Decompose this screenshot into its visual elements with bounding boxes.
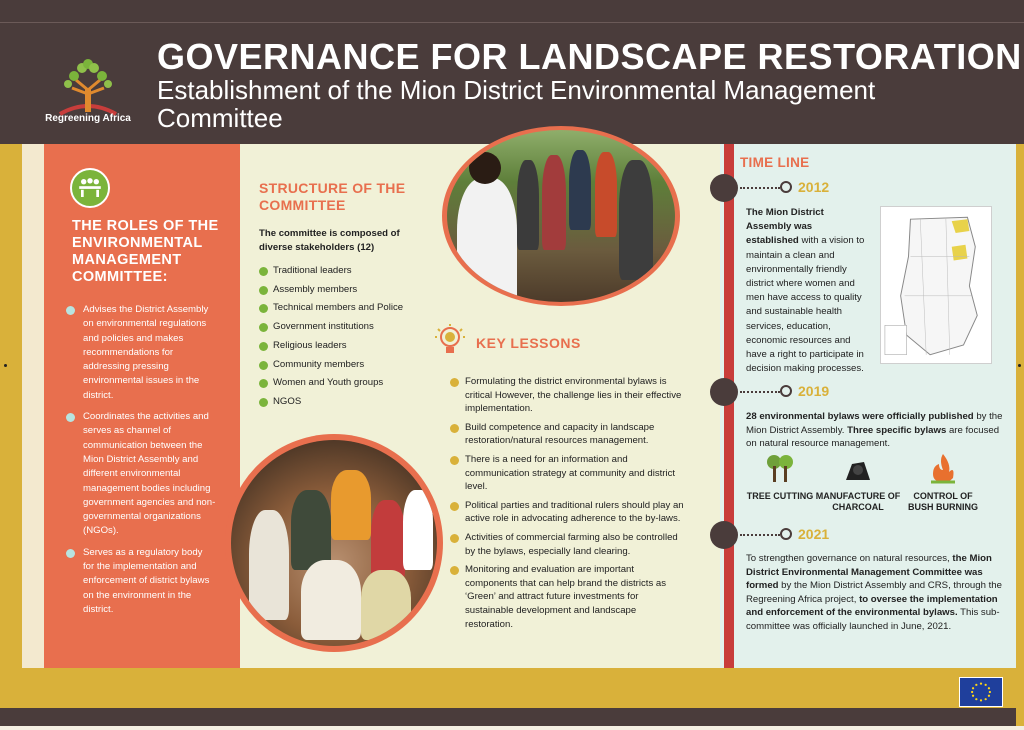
list-item: Serves as a regulatory body for the implementation and enforcement of district bylaws on the environment in the district.	[66, 546, 216, 617]
meeting-photo	[231, 440, 437, 646]
list-item: Government institutions	[259, 318, 403, 337]
timeline-2019-highlight: Three specific bylaws	[847, 424, 947, 436]
structure-title: STRUCTURE OF THE COMMITTEE	[259, 180, 406, 213]
timeline-node	[780, 528, 792, 540]
timeline-marker-2021	[710, 521, 738, 549]
timeline-2012-body: with a vision to maintain a clean and environmentally friendly district where women and men have access to quality and sustainable health services, education, economic resources and have a right to participate in decision making processes.	[746, 235, 865, 375]
field-photo	[447, 130, 675, 302]
timeline-bar	[724, 144, 734, 668]
tree-icon	[764, 452, 796, 484]
timeline-2012-highlight: The Mion District Assembly was established	[746, 207, 824, 247]
timeline-2021-highlight: to oversee the implementation and enforcement of the environmental bylaws.	[746, 593, 998, 618]
structure-list	[259, 262, 403, 412]
timeline-2021-highlight: the Mion District Environmental Management Committee was formed	[746, 553, 992, 591]
list-item: Advises the District Assembly on environmental regulations and policies and makes recommendations for addressing pressing environmental issues in the district.	[66, 303, 216, 403]
key-lessons-list	[450, 375, 685, 636]
list-item: Activities of commercial farming also be controlled by the bylaws, especially land clearing.	[450, 531, 685, 558]
list-item: Women and Youth groups	[259, 374, 403, 393]
lightbulb-icon	[434, 323, 466, 357]
list-item: Assembly members	[259, 281, 403, 300]
timeline-2019-highlight: 28 environmental bylaws were officially published	[746, 411, 974, 422]
timeline-title: TIME LINE	[740, 155, 810, 170]
list-item: Build competence and capacity in landscape restoration/natural resources management.	[450, 421, 685, 448]
timeline-2019-body: by the Mion District Assembly.	[746, 411, 1003, 436]
list-item: Coordinates the activities and serves as channel of communication between the Mion District Assembly and different environmental management bodies including government agencies and non-governmental organizations (NGOs).	[66, 410, 216, 539]
timeline-year: 2019	[798, 383, 830, 399]
roles-list	[66, 303, 216, 624]
timeline-2021-body: This sub-committee was officially launched in June, 2021.	[746, 607, 1000, 632]
list-item: Community members	[259, 356, 403, 375]
timeline-connector	[740, 391, 780, 393]
timeline-connector	[740, 534, 780, 536]
timeline-node	[780, 385, 792, 397]
margin-mark	[1018, 364, 1021, 367]
map-icon	[880, 206, 992, 364]
list-item: There is a need for an information and communication strategy at community and district level.	[450, 453, 685, 494]
list-item: Traditional leaders	[259, 262, 403, 281]
timeline-2021-text	[746, 552, 1012, 633]
timeline-2012-text	[746, 206, 866, 376]
bylaw-tree-cutting	[737, 452, 823, 502]
list-item: Religious leaders	[259, 337, 403, 356]
header-divider	[0, 22, 1024, 23]
charcoal-icon	[842, 452, 874, 484]
footer-gold-band	[0, 668, 1024, 708]
timeline-year: 2012	[798, 179, 830, 195]
list-item: Technical members and Police	[259, 299, 403, 318]
timeline-year: 2021	[798, 526, 830, 542]
timeline-marker-2012	[710, 174, 738, 202]
footer-brown-band	[0, 708, 945, 726]
bylaw-label: CONTROL OF BUSH BURNING	[907, 491, 978, 512]
bylaw-charcoal	[815, 452, 901, 513]
bylaw-label: TREE CUTTING	[746, 491, 814, 501]
page-subtitle: Establishment of the Mion District Environmental Management Committee	[157, 75, 876, 133]
footer-edge	[0, 726, 1024, 730]
timeline-2019-text	[746, 410, 1008, 451]
bylaw-bush-burning	[900, 452, 986, 513]
list-item: Political parties and traditional rulers should play an active role in advocating adherence to the by-laws.	[450, 499, 685, 526]
timeline-marker-2019	[710, 378, 738, 406]
left-gold-band	[0, 144, 22, 730]
timeline-2019-body: are focused on natural resource management.	[746, 424, 1000, 449]
timeline-2021-body: by the Mion District Assembly and CRS, through the Regreening Africa project,	[746, 580, 1002, 605]
list-item: Monitoring and evaluation are important components that can help brand the districts as ‘Green’ and attract future investments for sustainable development and landscape restoration.	[450, 563, 685, 631]
roles-panel-edge	[22, 144, 44, 668]
right-gold-band	[1016, 144, 1024, 730]
structure-intro: The committee is composed of diverse stakeholders (12)	[259, 228, 400, 253]
logo-text: Regreening Africa	[45, 113, 131, 124]
fire-icon	[927, 452, 959, 484]
meeting-icon	[70, 168, 110, 208]
timeline-2021-body: To strengthen governance on natural resources,	[746, 553, 953, 564]
key-lessons-title: KEY LESSONS	[476, 335, 581, 351]
page-title: GOVERNANCE FOR LANDSCAPE RESTORATION	[157, 36, 1022, 77]
bylaw-label: MANUFACTURE OF CHARCOAL	[815, 491, 901, 512]
margin-mark	[4, 364, 7, 367]
list-item: Formulating the district environmental bylaws is critical However, the challenge lies in their effective implementation.	[450, 375, 685, 416]
list-item: NGOS	[259, 393, 403, 412]
roles-title: THE ROLES OF THE ENVIRONMENTAL MANAGEMENT COMMITTEE:	[72, 218, 219, 285]
eu-flag-icon	[959, 677, 1003, 707]
timeline-node	[780, 181, 792, 193]
timeline-connector	[740, 187, 780, 189]
